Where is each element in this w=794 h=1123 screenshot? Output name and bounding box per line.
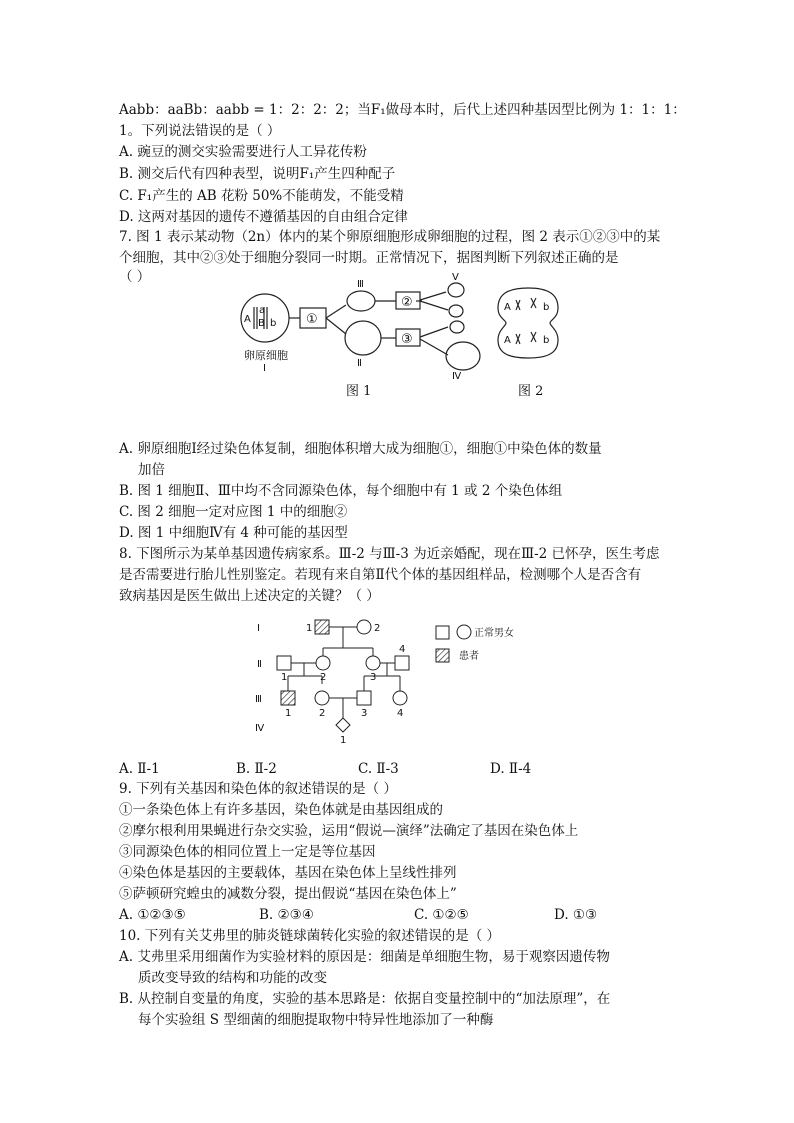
option-a: A. 卵原细胞Ⅰ经过染色体复制，细胞体积增大成为细胞①，细胞①中染色体的数量 — [119, 441, 602, 457]
individual-number: 4 — [399, 644, 406, 655]
question-7-stem: （ ） — [119, 269, 151, 285]
individual-number: 4 — [397, 708, 404, 719]
q9-option-c: C. ①②⑤ — [414, 907, 469, 923]
q8-option-b: B. Ⅱ-2 — [236, 761, 277, 777]
gene-label: A — [244, 314, 251, 325]
male-symbol — [395, 656, 409, 670]
polar-body — [450, 321, 464, 333]
individual-number: 3 — [361, 708, 368, 719]
generation-label: Ⅰ — [257, 623, 260, 634]
figure-2-caption: 图 2 — [518, 384, 544, 399]
gene-label: a — [259, 305, 266, 316]
generation-label: Ⅲ — [255, 694, 262, 705]
q9-option-a: A. ①②③⑤ — [119, 907, 186, 923]
q9-option-b: B. ②③④ — [259, 907, 314, 923]
question-9-stem: 9. 下列有关基因和染色体的叙述错误的是（ ） — [119, 781, 397, 797]
gene-label: b — [543, 302, 550, 313]
female-symbol — [357, 620, 371, 634]
roman-label: Ⅳ — [452, 371, 462, 382]
individual-number: 3 — [370, 672, 377, 683]
legend-affected-label: 患者 — [459, 651, 479, 662]
option-b: B. 从控制自变量的角度，实验的基本思路是：依据自变量控制中的“加法原理”，在 — [119, 991, 611, 1007]
gene-label: B — [258, 318, 265, 329]
question-8-stem: 8. 下图所示为某单基因遗传病家系。Ⅲ-2 与Ⅲ-3 为近亲婚配，现在Ⅲ-2 已怀孕，医生考虑 — [119, 546, 660, 562]
individual-number: 2 — [320, 672, 327, 683]
cell-IV — [446, 342, 480, 370]
text-line: Aabb：aaBb：aabb = 1：2：2：2；当F₁做母本时，后代上述四种基因型比例为 1：1：1： — [119, 102, 686, 118]
roman-label: Ⅴ — [452, 272, 459, 283]
statement-4: ④染色体是基因的主要载体，基因在染色体上呈线性排列 — [119, 865, 457, 881]
q8-option-d: D. Ⅱ-4 — [490, 761, 532, 777]
option-a-cont: 加倍 — [138, 462, 165, 478]
cell-III — [347, 291, 375, 311]
unknown-sex-fetus — [336, 718, 350, 732]
option-a: A. 豌豆的测交实验需要进行人工异花传粉 — [119, 144, 367, 160]
option-a: A. 艾弗里采用细菌作为实验材料的原因是：细菌是单细胞生物，易于观察因遗传物 — [119, 949, 610, 965]
cell-V — [448, 283, 464, 297]
option-c: C. F₁产生的 AB 花粉 50%不能萌发，不能受精 — [119, 188, 404, 204]
male-symbol — [357, 691, 371, 705]
option-a-cont: 质改变导致的结构和功能的改变 — [138, 970, 327, 986]
affected-male — [315, 620, 329, 634]
gene-label: b — [270, 318, 277, 329]
individual-number: 1 — [340, 735, 347, 746]
generation-label: Ⅳ — [255, 723, 265, 734]
question-stem: 1。下列说法错误的是（ ） — [119, 123, 281, 139]
question-10-stem: 10. 下列有关艾弗里的肺炎链球菌转化实验的叙述错误的是（ ） — [119, 928, 501, 944]
affected-male — [281, 691, 295, 705]
statement-1: ①一条染色体上有许多基因，染色体就是由基因组成的 — [119, 802, 443, 818]
pedigree-chart — [250, 612, 550, 747]
question-7-stem: 7. 图 1 表示某动物（2n）体内的某个卵原细胞形成卵细胞的过程，图 2 表示①②③中的某 — [119, 229, 661, 245]
individual-number: 1 — [281, 672, 288, 683]
legend-affected-symbol — [436, 649, 449, 662]
box-label: ③ — [401, 332, 413, 347]
question-8-stem: 是否需要进行胎儿性别鉴定。若现有来自第Ⅱ代个体的基因组样品，检测哪个人是否含有 — [119, 567, 642, 583]
statement-5: ⑤萨顿研究蝗虫的减数分裂，提出假说“基因在染色体上” — [119, 886, 457, 902]
q8-option-c: C. Ⅱ-3 — [358, 761, 399, 777]
option-b: B. 图 1 细胞Ⅱ、Ⅲ中均不含同源染色体，每个细胞中有 1 或 2 个染色体组 — [119, 483, 563, 499]
figure-1-caption: 图 1 — [346, 384, 372, 399]
box-label: ① — [306, 312, 318, 327]
polar-body — [449, 305, 463, 317]
gene-label: b — [543, 335, 550, 346]
female-symbol — [315, 691, 329, 705]
figure-2-diagram — [496, 286, 560, 360]
cell-II — [345, 321, 381, 355]
legend-male-symbol — [436, 626, 449, 639]
statement-3: ③同源染色体的相同位置上一定是等位基因 — [119, 844, 376, 860]
option-b: B. 测交后代有四种表型，说明F₁产生四种配子 — [119, 166, 396, 182]
female-symbol — [316, 656, 330, 670]
individual-number: 2 — [319, 708, 326, 719]
option-d: D. 这两对基因的遗传不遵循基因的自由组合定律 — [119, 209, 408, 225]
question-8-stem: 致病基因是医生做出上述决定的关键？（ ） — [119, 588, 380, 604]
individual-number: 1 — [285, 708, 292, 719]
option-b-cont: 每个实验组 S 型细菌的细胞提取物中特异性地添加了一种酶 — [138, 1012, 494, 1028]
box-label: ② — [401, 295, 413, 310]
legend-normal-label: 正常男女 — [474, 628, 514, 639]
gene-label: A — [504, 302, 511, 313]
roman-label: Ⅲ — [357, 279, 364, 290]
generation-label: Ⅱ — [257, 659, 262, 670]
q8-option-a: A. Ⅱ-1 — [119, 761, 160, 777]
individual-number: 2 — [374, 623, 381, 634]
individual-number: 1 — [306, 623, 313, 634]
option-d: D. 图 1 中细胞Ⅳ有 4 种可能的基因型 — [119, 525, 348, 541]
male-symbol — [277, 656, 291, 670]
roman-label: Ⅰ — [263, 363, 266, 374]
option-c: C. 图 2 细胞一定对应图 1 中的细胞② — [119, 504, 348, 520]
cell-label: 卵原细胞 — [244, 349, 288, 362]
q9-option-d: D. ①③ — [554, 907, 598, 923]
female-symbol — [393, 691, 407, 705]
legend-female-symbol — [457, 625, 471, 639]
female-symbol — [366, 656, 380, 670]
roman-label: Ⅱ — [357, 358, 362, 369]
statement-2: ②摩尔根利用果蝇进行杂交实验，运用“假说—演绎”法确定了基因在染色体上 — [119, 823, 579, 839]
question-7-stem: 个细胞，其中②③处于细胞分裂同一时期。正常情况下，据图判断下列叙述正确的是 — [119, 250, 619, 266]
gene-label: A — [504, 335, 511, 346]
